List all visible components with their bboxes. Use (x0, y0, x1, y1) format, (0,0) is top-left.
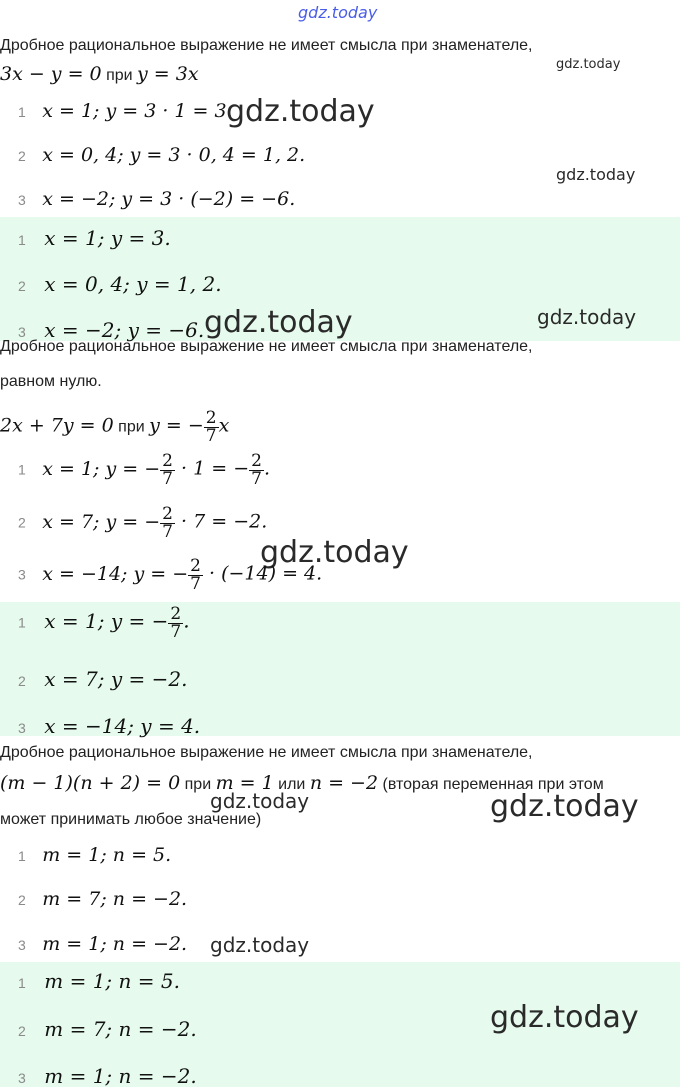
watermark: gdz.today (537, 305, 637, 329)
step-expr-post: · 7 = −2. (174, 510, 268, 533)
step-number: 2 (18, 892, 26, 908)
answer-expr: x = −14; y = 4. (44, 714, 201, 738)
step-expr: x = 1; y = 3 · 1 = 3. (42, 100, 233, 122)
step-number: 3 (18, 566, 26, 583)
watermark: gdz.today (490, 1000, 639, 1035)
s2-answer-1 (18, 606, 190, 641)
watermark: gdz.today (210, 789, 310, 813)
step-number: 2 (18, 514, 26, 531)
s2-cond-val-a: y = − (149, 414, 204, 437)
step-expr-pre: x = −14; y = − (42, 562, 189, 585)
s3-cond-a: m = 1 (215, 772, 274, 794)
step-expr: m = 1; n = −2. (42, 933, 188, 955)
answer-expr: m = 1; n = −2. (44, 1064, 197, 1088)
s1-cond-val: y = 3x (137, 63, 199, 85)
watermark-top: gdz.today (298, 3, 378, 22)
answer-expr: m = 7; n = −2. (44, 1017, 197, 1041)
answer-number: 1 (18, 232, 26, 248)
s2-cond-val-b: x (218, 414, 230, 437)
step-expr-pre: x = 1; y = − (42, 457, 161, 480)
step-expr: x = −2; y = 3 · (−2) = −6. (42, 188, 296, 210)
step-expr-pre: x = 7; y = − (42, 510, 161, 533)
watermark: gdz.today (226, 94, 375, 129)
fraction: $\frac{2}{7}$ (190, 556, 201, 594)
s3-step-3 (18, 933, 187, 955)
s2-cond-expr: 2x + 7y = 0 (0, 414, 114, 437)
s2-step-2 (18, 506, 267, 541)
s3-intro: Дробное рациональное выражение не имеет смысла при знаменателе, (0, 744, 533, 761)
s3-cond-expr: (m − 1)(n + 2) = 0 (0, 772, 181, 794)
step-expr: m = 1; n = 5. (42, 844, 172, 866)
step-expr: m = 7; n = −2. (42, 888, 188, 910)
s3-step-1 (18, 844, 171, 866)
answer-number: 2 (18, 673, 26, 689)
fraction: $\frac{2}{7}$ (162, 504, 173, 542)
watermark: gdz.today (556, 165, 636, 184)
s2-answer-2 (18, 667, 187, 691)
answer-expr: x = 0, 4; y = 1, 2. (44, 272, 222, 296)
s1-cond-word: при (106, 67, 133, 84)
watermark: gdz.today (490, 789, 639, 824)
s2-cond-word: при (118, 418, 145, 436)
s3-cond-word: при (184, 776, 212, 793)
s3-cond-note-2: может принимать любое значение) (0, 811, 262, 828)
watermark: gdz.today (260, 535, 409, 570)
step-expr: x = 0, 4; y = 3 · 0, 4 = 1, 2. (42, 144, 306, 166)
s2-intro-1: Дробное рациональное выражение не имеет смысла при знаменателе, (0, 338, 533, 355)
answer-number: 3 (18, 1070, 26, 1086)
answer-number: 2 (18, 278, 26, 294)
s3-answer-3 (18, 1064, 197, 1088)
s3-cond-note: (вторая переменная при этом (382, 776, 604, 793)
watermark: gdz.today (204, 305, 353, 340)
answer-number: 3 (18, 324, 26, 340)
fraction: $\frac{2}{7}$ (251, 451, 262, 489)
answer-number: 1 (18, 975, 26, 991)
answer-expr-pre: x = 1; y = − (44, 608, 169, 633)
s3-answer-2 (18, 1017, 197, 1041)
s1-answer-2 (18, 272, 222, 296)
fraction: $\frac{2}{7}$ (205, 408, 217, 446)
s3-cond-b: n = −2 (309, 772, 379, 794)
step-expr-mid: · 1 = − (174, 457, 250, 480)
s2-step-3 (18, 558, 322, 593)
answer-expr-post: . (183, 608, 190, 633)
s1-step-1 (18, 100, 233, 122)
step-number: 3 (18, 937, 26, 953)
s1-intro: Дробное рациональное выражение не имеет смысла при знаменателе, (0, 37, 533, 54)
s1-answer-1 (18, 226, 171, 250)
answer-number: 3 (18, 720, 26, 736)
s2-answer-3 (18, 714, 200, 738)
s1-step-3 (18, 188, 295, 210)
answer-expr: x = 1; y = 3. (44, 226, 171, 250)
step-number: 2 (18, 148, 26, 164)
answer-expr: m = 1; n = 5. (44, 969, 180, 993)
answer-number: 2 (18, 1023, 26, 1039)
step-expr-post: · (−14) = 4. (202, 562, 323, 585)
step-number: 1 (18, 104, 26, 120)
fraction: $\frac{2}{7}$ (162, 451, 173, 489)
watermark: gdz.today (556, 57, 621, 72)
s1-condition (0, 63, 199, 86)
answer-expr: x = −2; y = −6. (44, 318, 205, 342)
step-number: 3 (18, 192, 26, 208)
s3-cond-or: или (278, 776, 306, 793)
step-number: 1 (18, 848, 26, 864)
s3-step-2 (18, 888, 187, 910)
s2-step-1 (18, 453, 270, 488)
s3-answer-1 (18, 969, 180, 993)
s1-cond-expr: 3x − y = 0 (0, 63, 102, 85)
answer-number: 1 (18, 614, 26, 631)
s1-step-2 (18, 144, 305, 166)
step-expr-post: . (263, 457, 270, 480)
s2-condition (0, 410, 229, 445)
answer-expr: x = 7; y = −2. (44, 667, 188, 691)
fraction: $\frac{2}{7}$ (170, 604, 182, 642)
s2-intro-2: равном нулю. (0, 373, 102, 390)
step-number: 1 (18, 461, 26, 478)
watermark: gdz.today (210, 933, 310, 957)
